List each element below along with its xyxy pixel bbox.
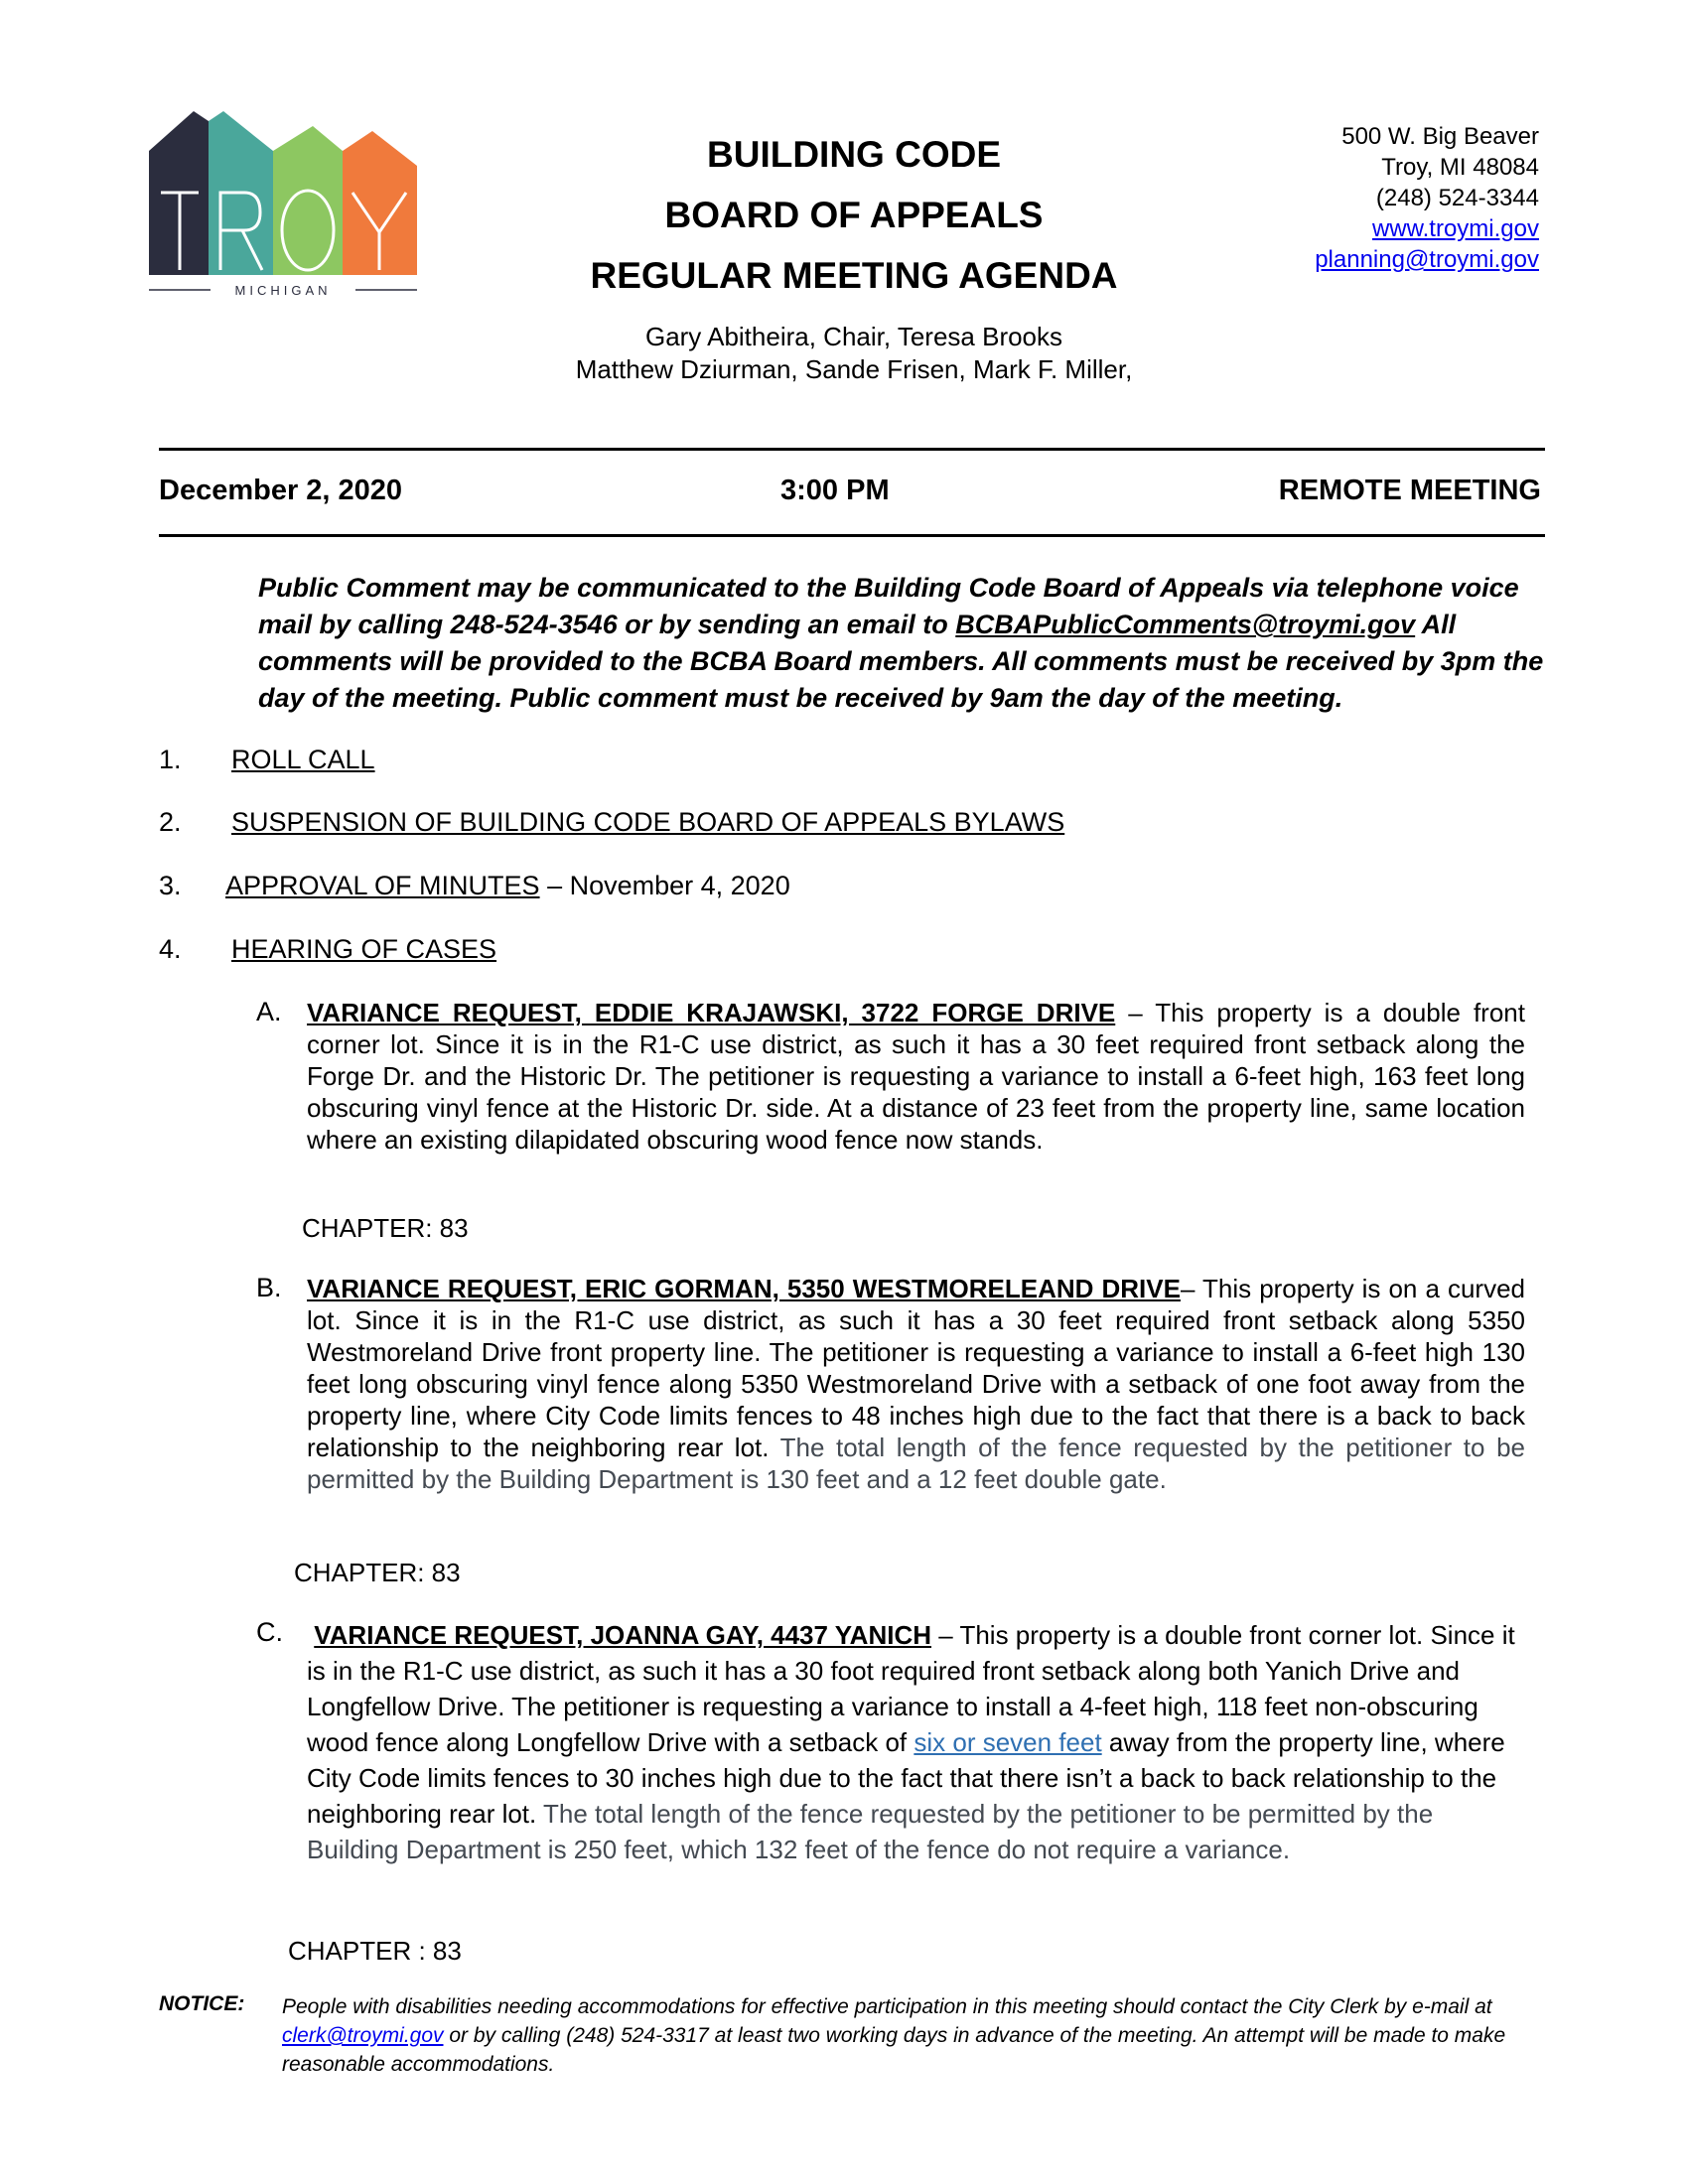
clerk-email-link[interactable]: clerk@troymi.gov	[282, 2024, 444, 2047]
agenda-item-4	[231, 934, 496, 965]
bottom-divider	[159, 534, 1545, 537]
notice-label: NOTICE:	[159, 1992, 245, 2015]
case-c-letter: C.	[256, 1617, 283, 1647]
meeting-date: December 2, 2020	[159, 475, 403, 506]
case-c-text-grey: The total length of the fence requested by the petitioner to be permitted by the Building Department is 250 feet, which 132 feet of the fence do not require a variance.	[307, 1799, 1434, 1864]
case-c-text-b: away from the property line, where City Code limits fences to 30 inches high due to the fact that there isn’t a back to back relationship to the neighboring rear lot.	[307, 1727, 1505, 1829]
case-b-text-grey: The total length of the fence requested by the petitioner to be permitted by the Building Department is 130 feet and a 12 feet double gate.	[307, 1433, 1525, 1494]
case-b-text: – This property is on a curved lot. Since it is in the R1-C use district, as such it has a 30 feet required front setback along 5350 Westmoreland Drive front property line. The petitioner is requesting a variance to install a 6-feet high 130 feet long obscuring vinyl fence along 5350 Westmoreland Drive with a setback of one foot away from the property line, where City Code limits fences to 48 inches high due to the fact that there is a back to back relationship to the neighboring rear lot.	[307, 1274, 1525, 1462]
case-a-text: – This property is a double front corner lot. Since it is in the R1-C use district, as such it has a 30 feet required front setback along the Forge Dr. and the Historic Dr. The petitioner is requesting a variance to install a 6-feet high, 163 feet long obscuring vinyl fence at the Historic Dr. side. At a distance of 23 feet from the property line, same location where an existing dilapidated obscuring wood fence now stands.	[307, 998, 1525, 1155]
notice-text-1: People with disabilities needing accommodations for effective participation in this meeting should contact the City Clerk by e-mail at	[282, 1995, 1492, 2018]
case-c-heading: VARIANCE REQUEST, JOANNA GAY, 4437 YANICH	[314, 1620, 932, 1650]
agenda-item-3-label: APPROVAL OF MINUTES	[225, 871, 540, 900]
case-b-description	[307, 1273, 1525, 1495]
title-line-3: REGULAR MEETING AGENDA	[590, 255, 1118, 296]
agenda-item-1-label: ROLL CALL	[231, 745, 375, 774]
troy-michigan-logo	[149, 111, 417, 300]
case-b-chapter: CHAPTER: 83	[294, 1558, 461, 1587]
agenda-item-4-label: HEARING OF CASES	[231, 934, 497, 964]
board-members-line-2: Matthew Dziurman, Sande Frisen, Mark F. Miller,	[575, 354, 1133, 384]
logo-subtitle: MICHIGAN	[234, 283, 332, 298]
public-comment-notice	[258, 570, 1549, 717]
top-divider	[159, 448, 1545, 451]
agenda-item-4-number: 4.	[159, 934, 182, 964]
meeting-time: 3:00 PM	[780, 475, 890, 506]
case-a-letter: A.	[256, 997, 282, 1026]
notice-text-2: or by calling (248) 524-3317 at least two working days in advance of the meeting. An attempt will be made to make reasonable accommodations.	[282, 2024, 1506, 2076]
address-line-2: Troy, MI 48084	[1381, 154, 1539, 181]
contact-block	[1315, 121, 1539, 275]
agenda-item-2-label: SUSPENSION OF BUILDING CODE BOARD OF APPEALS BYLAWS	[231, 807, 1065, 837]
agenda-item-1	[231, 745, 375, 775]
case-c-description	[307, 1617, 1525, 1867]
logo-house-green	[273, 126, 343, 275]
agenda-item-3-date: – November 4, 2020	[539, 871, 790, 900]
title-line-1: BUILDING CODE	[707, 134, 1001, 175]
agenda-item-3	[225, 871, 790, 901]
bcba-email-link[interactable]: BCBAPublicComments@troymi.gov	[955, 610, 1416, 639]
case-c-chapter: CHAPTER : 83	[288, 1936, 462, 1966]
agenda-item-2-number: 2.	[159, 807, 182, 837]
website-link[interactable]: www.troymi.gov	[1371, 215, 1539, 242]
public-comment-text-2: All comments will be provided to the BCBA Board members. All comments must be received by 3pm the day of the meeting. Public comment must be received by 9am the day of the meeting.	[258, 610, 1544, 713]
case-a-heading: VARIANCE REQUEST, EDDIE KRAJAWSKI, 3722 FORGE DRIVE	[307, 998, 1116, 1027]
agenda-item-2	[231, 807, 1064, 838]
public-comment-text-1: Public Comment may be communicated to the Building Code Board of Appeals via telephone voice mail by calling 248-524-3546 or by sending an email to	[258, 573, 1519, 639]
phone-number: (248) 524-3344	[1375, 185, 1539, 211]
board-members-line-1: Gary Abitheira, Chair, Teresa Brooks	[644, 322, 1063, 351]
agenda-item-3-number: 3.	[159, 871, 182, 900]
case-b-heading: VARIANCE REQUEST, ERIC GORMAN, 5350 WESTMORELEAND DRIVE	[307, 1274, 1181, 1303]
notice-text	[282, 1992, 1533, 2079]
case-a-chapter: CHAPTER: 83	[302, 1213, 469, 1243]
case-c-text-a: – This property is a double front corner lot. Since it is in the R1-C use district, as such it has a 30 foot required front setback along both Yanich Drive and Longfellow Drive. The petitioner is requesting a variance to install a 4-feet high, 118 feet non-obscuring wood fence along Longfellow Drive with a setback of	[307, 1620, 1515, 1757]
meeting-location: REMOTE MEETING	[1278, 475, 1541, 506]
case-c-setback-link[interactable]: six or seven feet	[914, 1727, 1102, 1757]
case-a-description	[307, 997, 1525, 1156]
address-line-1: 500 W. Big Beaver	[1341, 123, 1539, 150]
title-line-2: BOARD OF APPEALS	[664, 195, 1044, 235]
agenda-item-1-number: 1.	[159, 745, 182, 774]
case-b-letter: B.	[256, 1273, 282, 1302]
planning-email-link[interactable]: planning@troymi.gov	[1315, 246, 1539, 273]
